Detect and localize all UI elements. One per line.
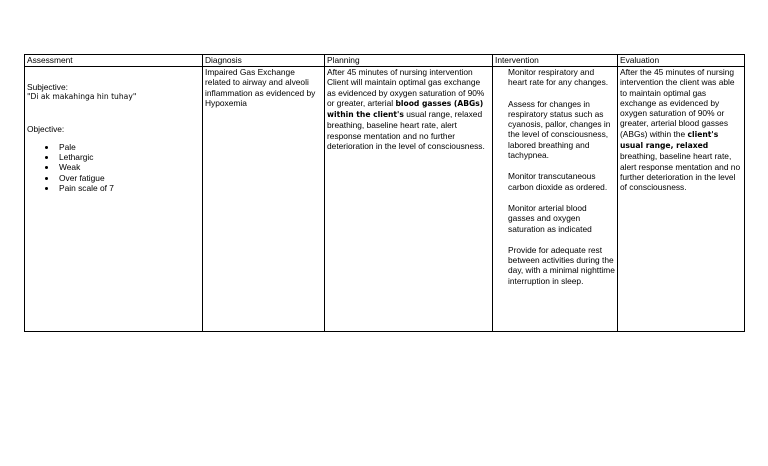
intervention-cell [493,67,618,332]
list-item: • Pale [57,142,200,152]
header-assessment: Assessment [25,55,203,67]
evaluation-text-after: breathing, baseline heart rate, alert response mentation and no further deterioration in the level of consciousness. [620,151,741,193]
evaluation-text-before: After the 45 minutes of nursing intervention the client was able to maintain optimal gas exchange as evidenced by oxygen saturation of 90% or greater, arterial blood gasses (ABGs) within the [620,67,735,139]
objective-label: Objective: [27,123,65,134]
nursing-care-plan-table [24,54,745,332]
header-evaluation: Evaluation [618,55,745,67]
intervention-item: Assess for changes in respiratory status such as cyanosis, pallor, changes in the level of consciousness, labored breathing and tachypnea. [508,98,611,161]
intervention-item: Monitor arterial blood gasses and oxygen saturation as indicated [508,202,592,234]
evaluation-text-bold: client's usual range, relaxed [620,129,719,151]
list-item: • Lethargic [57,152,200,162]
list-item: • Over fatigue [57,173,200,183]
evaluation-cell [618,67,745,332]
planning-text-before: After 45 minutes of nursing intervention Client will maintain optimal gas exchange as evidenced by oxygen saturation of 90% or greater, arterial [327,67,485,108]
header-intervention: Intervention [493,55,618,67]
subjective-label: Subjective: [27,82,68,92]
header-diagnosis: Diagnosis [203,55,325,67]
intervention-item: Provide for adequate rest between activities during the day, with a minimal nighttime interruption in sleep. [508,244,615,286]
table-row [25,67,745,332]
header-row [25,55,745,67]
objective-list [27,142,200,193]
diagnosis-text: Impaired Gas Exchange related to airway and alveoli inflammation as evidenced by Hypoxemia [205,67,316,108]
list-item: • Pain scale of 7 [57,183,200,193]
assessment-cell [25,67,203,332]
planning-cell [325,67,493,332]
intervention-item: Monitor transcutaneous carbon dioxide as ordered. [508,171,608,192]
spacer [27,103,200,124]
header-planning: Planning [325,55,493,67]
planning-text-after: usual range, relaxed breathing, baseline heart rate, alert response mentation and no further deterioration in the level of consciousness. [327,109,485,152]
planning-text-bold: blood gasses (ABGs) within the client's [327,98,484,120]
list-item: • Weak [57,162,200,172]
intervention-item: Monitor respiratory and heart rate for any changes. [508,67,609,88]
subjective-quote: "Di ak makahinga hin tuhay" [27,92,137,102]
spacer [27,67,200,82]
diagnosis-cell [203,67,325,332]
